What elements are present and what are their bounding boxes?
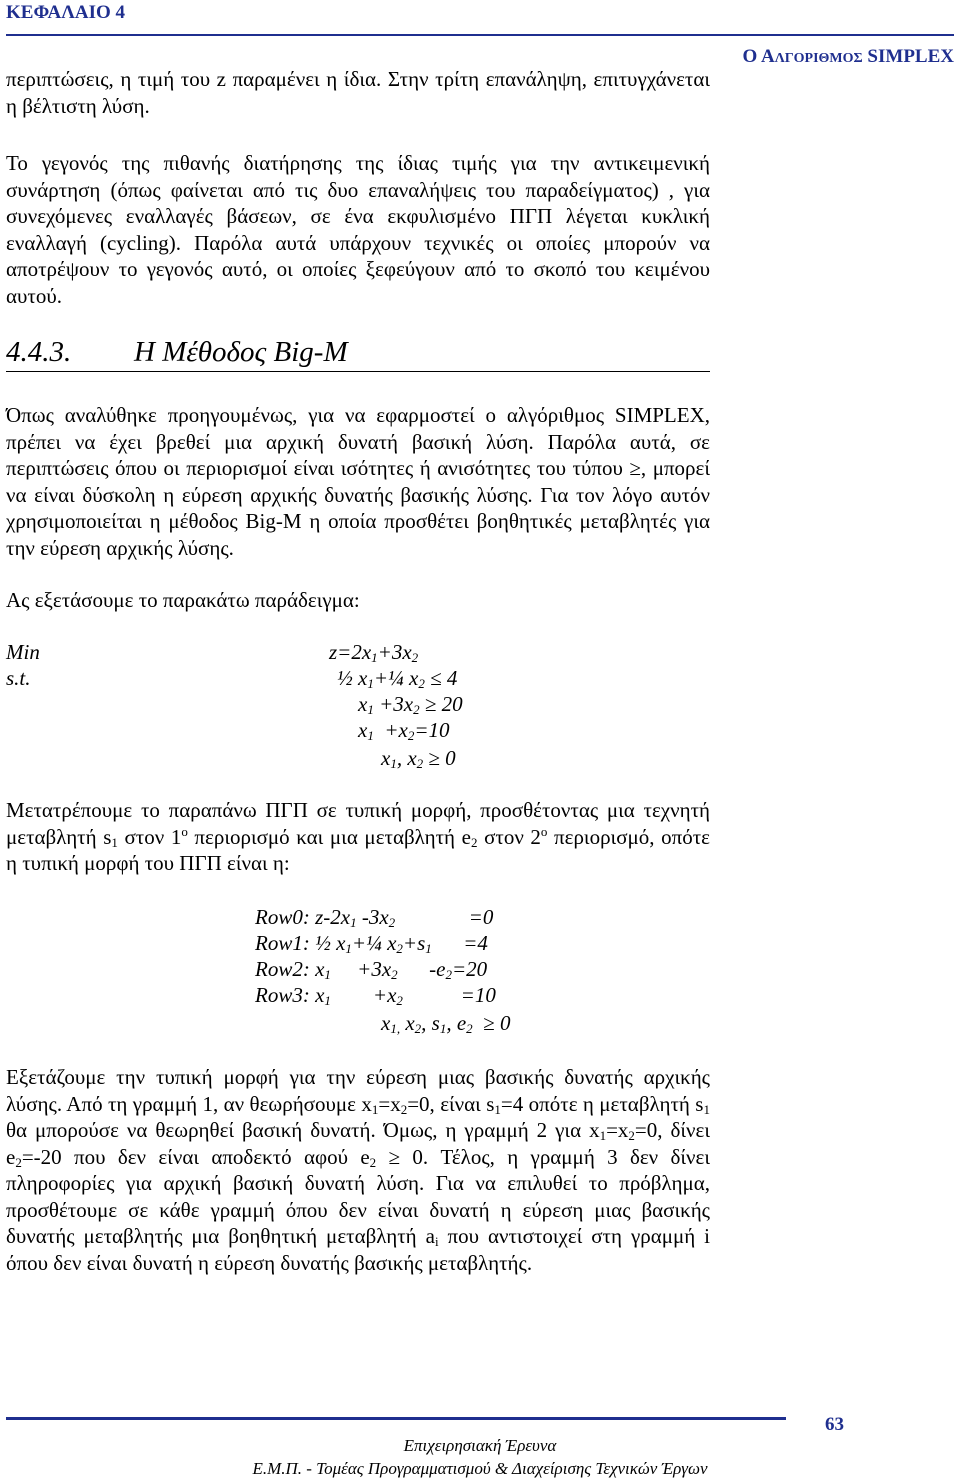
section-number: 4.4.3. [6, 336, 72, 368]
standard-form-row3: Row3: $x_1$ $+x_2$ =10 [255, 983, 496, 1008]
objective-function: $z=2x_1+3x_2$ [329, 640, 419, 665]
section-header: Ο ΑΛΓΟΡΙΘΜΟΣ SIMPLEX [742, 46, 954, 67]
standard-form-nonneg: $x_{1,}$ $x_2$, $s_1$, $e_2 \ge 0$ [381, 1011, 511, 1036]
paragraph-bigm: Όπως αναλύθηκε προηγουμένως, για να εφαρμοστεί ο αλγόριθμος SIMPLEX, πρέπει να έχει βρεθεί μια αρχική δυνατή βασική λύση. Παρόλα αυτά, σε περιπτώσεις όπου οι περιορισμοί είναι ισότητες ή ανισότητες του τύπου ≥, μπορεί να είναι δύσκολη η εύρεση αρχικής δυνατής βασικής λύσης. Για τον λόγο αυτόν χρησιμοποιείται η μέθοδος Big-M η οποία προσθέτει βοηθητικές μεταβλητές για την εύρεση αρχικής λύσης. [6, 403, 710, 560]
footer-course: Επιχειρησιακή Έρευνα [403, 1436, 557, 1455]
footer-rule [6, 1417, 786, 1420]
section-rule [6, 371, 710, 372]
footer-institution: Ε.Μ.Π. - Τομέας Προγραμματισμού & Διαχείρισης Τεχνικών Έργων [252, 1459, 708, 1478]
section-heading [6, 336, 710, 369]
standard-form-row0: Row0: $z-2x_1$ $-3x_2$ =0 [255, 905, 494, 930]
constraint-3: $x_1 +x_2=10$ [358, 718, 450, 743]
paragraph-standard-form: Μετατρέπουμε το παραπάνω ΠΓΠ σε τυπική μορφή, προσθέτοντας μια τεχνητή μεταβλητή $s_1$ στον $1^o$ περιορισμό και μια μεταβλητή $e_2$ στον $2^o$ περιορισμό, οπότε η τυπική μορφή του ΠΓΠ είναι η: [6, 798, 710, 875]
page-number: 63 [825, 1414, 844, 1435]
paragraph-intro: περιπτώσεις, η τιμή του z παραμένει η ίδια. Στην τρίτη επανάληψη, επιτυγχάνεται η βέλτιστη λύση. [6, 67, 710, 118]
constraint-2: $x_1 +3x_2 \ge 20$ [358, 692, 463, 717]
standard-form-row1: Row1: ½ $x_1+\frac{1}{4}$ $x_2+s_1$ =4 [255, 931, 488, 956]
section-title: Η Μέθοδος Big-M [134, 336, 348, 368]
paragraph-basic-solution: Εξετάζουμε την τυπική μορφή για την εύρεση μιας βασικής δυνατής αρχικής λύσης. Από τη γραμμή 1, αν θεωρήσουμε $x_1=x_2=0$, είναι $s_1=4$ οπότε η μεταβλητή $s_1$ θα μπορούσε να θεωρηθεί βασική δυνατή. Όμως, η γραμμή 2 για $x_1=x_2=0$, δίνει $e_2=-20$ που δεν είναι αποδεκτό αφού $e_2 \ge 0$. Τέλος, η γραμμή 3 δεν δίνει πληροφορίες για αρχική βασική δυνατή λύση. Για να επιλυθεί το πρόβλημα, προσθέτουμε σε κάθε γραμμή όπου δεν είναι δυνατή η εύρεση μιας βασικής δυνατής μεταβλητής μια βοηθητική μεταβλητή $a_i$ που αντιστοιχεί στη γραμμή i όπου δεν είναι δυνατή η εύρεση δυνατής βασικής μεταβλητής. [6, 1065, 711, 1275]
min-label: Min [6, 640, 40, 664]
paragraph-example-intro: Ας εξετάσουμε το παρακάτω παράδειγμα: [6, 588, 360, 612]
st-label: s.t. [6, 666, 31, 690]
header-rule [6, 34, 954, 36]
constraint-1: ½ $x_1+\frac{1}{4}$ $x_2 \le 4$ [337, 666, 458, 691]
chapter-header: ΚΕΦΑΛΑΙΟ 4 [6, 2, 126, 23]
paragraph-cycling: Το γεγονός της πιθανής διατήρησης της ίδιας τιμής για την αντικειμενική συνάρτηση (όπως φαίνεται από τις δυο επαναλήψεις του παραδείγματος) , για συνεχόμενες εναλλαγές βάσεων, σε ένα εκφυλισμένο ΠΓΠ λέγεται κυκλική εναλλαγή (cycling). Παρόλα αυτά υπάρχουν τεχνικές οι οποίες μπορούν να αποτρέψουν το γεγονός αυτό, οι οποίες ξεφεύγουν από το σκοπό του κειμένου αυτού. [6, 151, 710, 308]
constraint-nonneg: $x_1$, $x_2 \ge 0$ [381, 746, 456, 771]
standard-form-row2: Row2: $x_1$ $+3x_2$ $-e_2=20$ [255, 957, 488, 982]
